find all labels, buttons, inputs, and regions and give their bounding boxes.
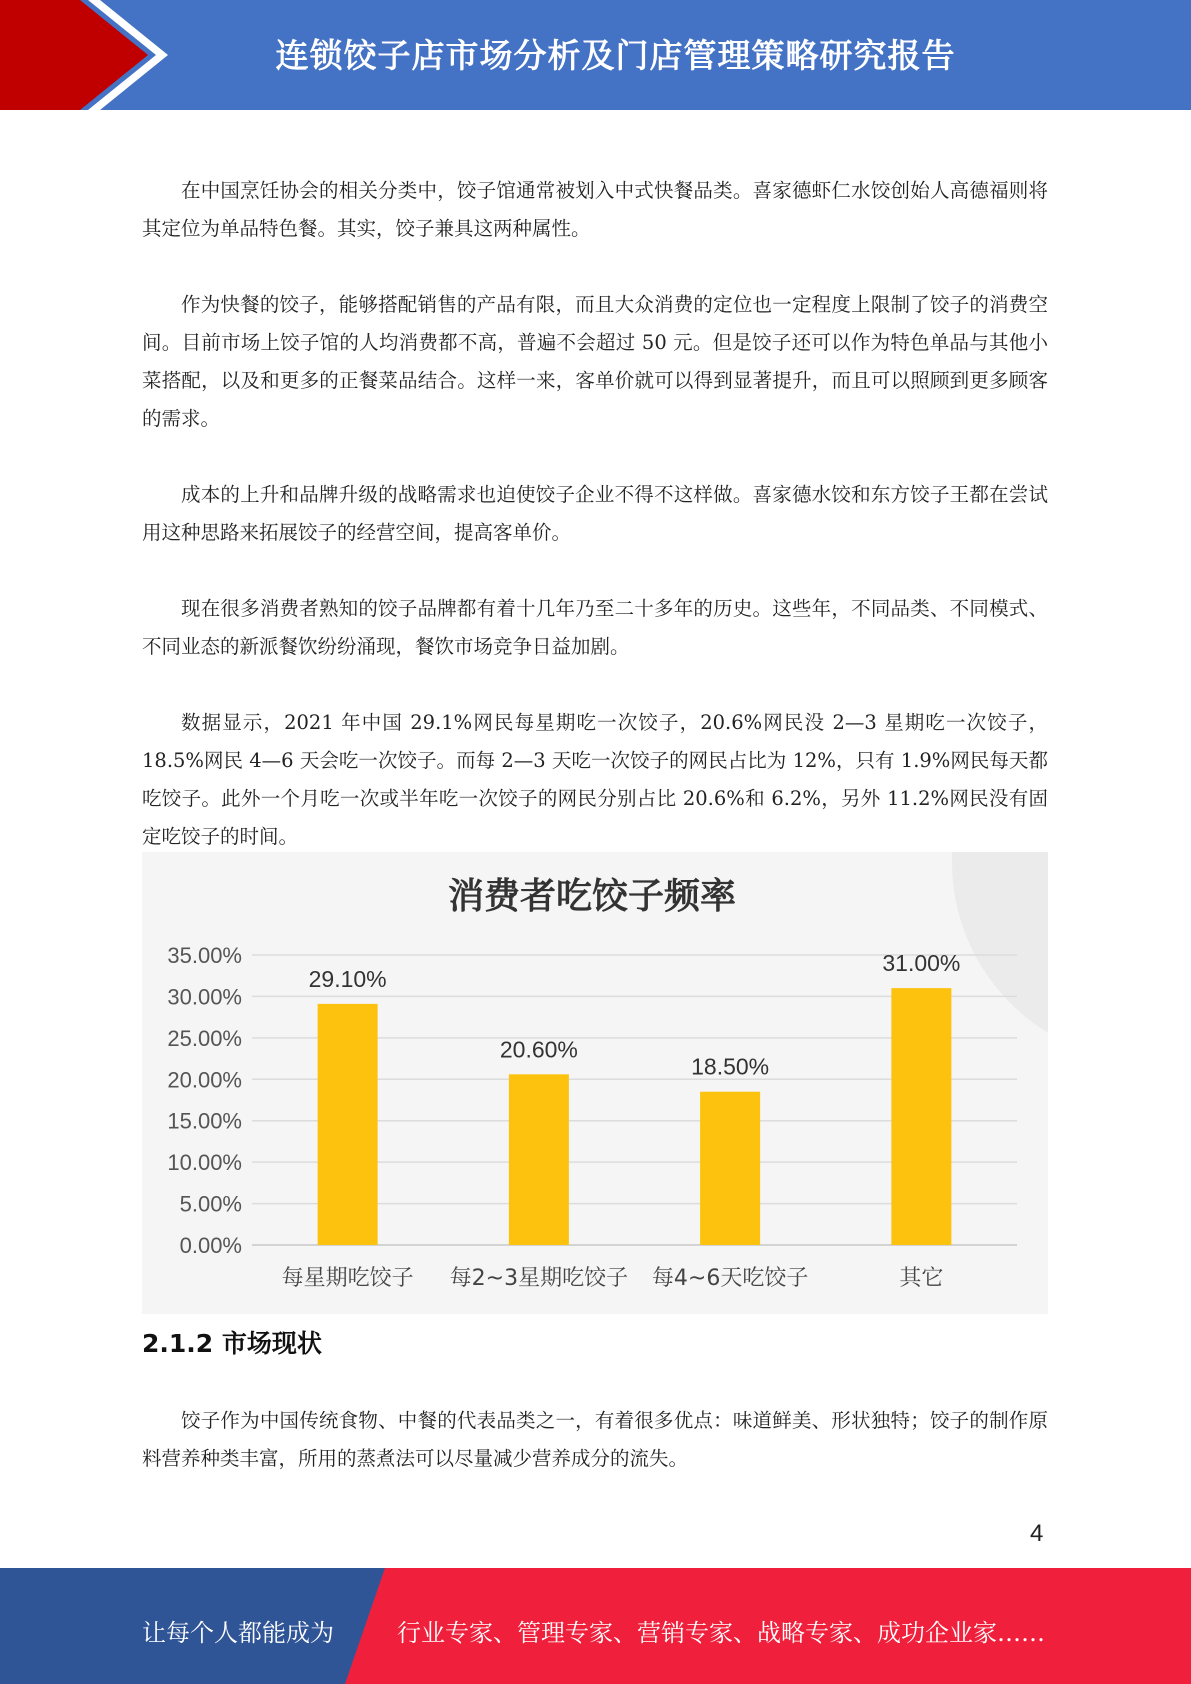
y-tick-label: 0.00% xyxy=(179,1233,242,1258)
bar xyxy=(509,1074,569,1245)
paragraph: 作为快餐的饺子，能够搭配销售的产品有限，而且大众消费的定位也一定程度上限制了饺子的消费空间。目前市场上饺子馆的人均消费都不高，普遍不会超过 50 元。但是饺子还可以作为特色单品与其他小菜搭配，以及和更多的正餐菜品结合。这样一来，客单价就可以得到显著提升，而且可以照顾到更多顾客的需求。 xyxy=(142,293,1048,430)
section-heading: 2.1.2 市场现状 xyxy=(142,1329,322,1358)
category-label: 其它 xyxy=(899,1266,944,1291)
section-paragraph-block xyxy=(142,1402,1048,1478)
data-label: 20.60% xyxy=(499,1036,578,1063)
paragraph-5-block xyxy=(142,704,1048,856)
y-tick-label: 25.00% xyxy=(167,1025,242,1051)
paragraph: 现在很多消费者熟知的饺子品牌都有着十几年乃至二十多年的历史。这些年，不同品类、不同模式、不同业态的新派餐饮纷纷涌现，餐饮市场竞争日益加剧。 xyxy=(142,597,1048,658)
report-title: 连锁饺子店市场分析及门店管理策略研究报告 xyxy=(275,36,956,75)
y-tick-label: 35.00% xyxy=(167,943,242,968)
paragraph: 数据显示，2021 年中国 29.1%网民每星期吃一次饺子，20.6%网民没 2—3 星期吃一次饺子，18.5%网民 4—6 天会吃一次饺子。而每 2—3 天吃一次饺子的网民占比为 12%，只有 1.9%网民每天都吃饺子。此外一个月吃一次或半年吃一次饺子的网民分别占比 20.6%和 6.2%，另外 11.2%网民没有固定吃饺子的时间。 xyxy=(142,711,1048,848)
footer-slogan-left: 让每个人都能成为 xyxy=(142,1619,334,1647)
paragraph-3-block xyxy=(142,476,1048,552)
footer-slogan-right: 行业专家、管理专家、营销专家、战略专家、成功企业家…… xyxy=(397,1619,1045,1647)
bar xyxy=(318,1004,378,1245)
paragraph: 饺子作为中国传统食物、中餐的代表品类之一，有着很多优点：味道鲜美、形状独特；饺子的制作原料营养种类丰富，所用的蒸煮法可以尽量减少营养成分的流失。 xyxy=(142,1409,1048,1470)
frequency-chart xyxy=(142,852,1048,1314)
data-label: 31.00% xyxy=(882,950,961,977)
chart-title: 消费者吃饺子频率 xyxy=(447,876,737,917)
data-label: 18.50% xyxy=(691,1053,770,1080)
paragraph-1-block xyxy=(142,172,1048,248)
y-tick-label: 20.00% xyxy=(167,1067,242,1093)
category-label: 每4~6天吃饺子 xyxy=(651,1266,809,1291)
paragraph-2-block xyxy=(142,286,1048,438)
category-label: 每2~3星期吃饺子 xyxy=(449,1266,629,1291)
page-header xyxy=(0,0,1191,110)
y-tick-label: 30.00% xyxy=(167,984,242,1010)
bar xyxy=(891,988,951,1245)
chart-canvas xyxy=(142,852,1048,1314)
data-label: 29.10% xyxy=(308,965,387,992)
category-label: 每星期吃饺子 xyxy=(281,1266,414,1291)
paragraph: 在中国烹饪协会的相关分类中，饺子馆通常被划入中式快餐品类。喜家德虾仁水饺创始人高德福则将其定位为单品特色餐。其实，饺子兼具这两种属性。 xyxy=(142,179,1048,240)
page-number: 4 xyxy=(1030,1520,1044,1547)
y-tick-label: 15.00% xyxy=(167,1108,242,1134)
bar xyxy=(700,1092,760,1245)
paragraph: 成本的上升和品牌升级的战略需求也迫使饺子企业不得不这样做。喜家德水饺和东方饺子王都在尝试用这种思路来拓展饺子的经营空间，提高客单价。 xyxy=(142,483,1048,544)
y-tick-label: 5.00% xyxy=(179,1191,242,1217)
y-tick-label: 10.00% xyxy=(167,1150,242,1176)
paragraph-4-block xyxy=(142,590,1048,666)
